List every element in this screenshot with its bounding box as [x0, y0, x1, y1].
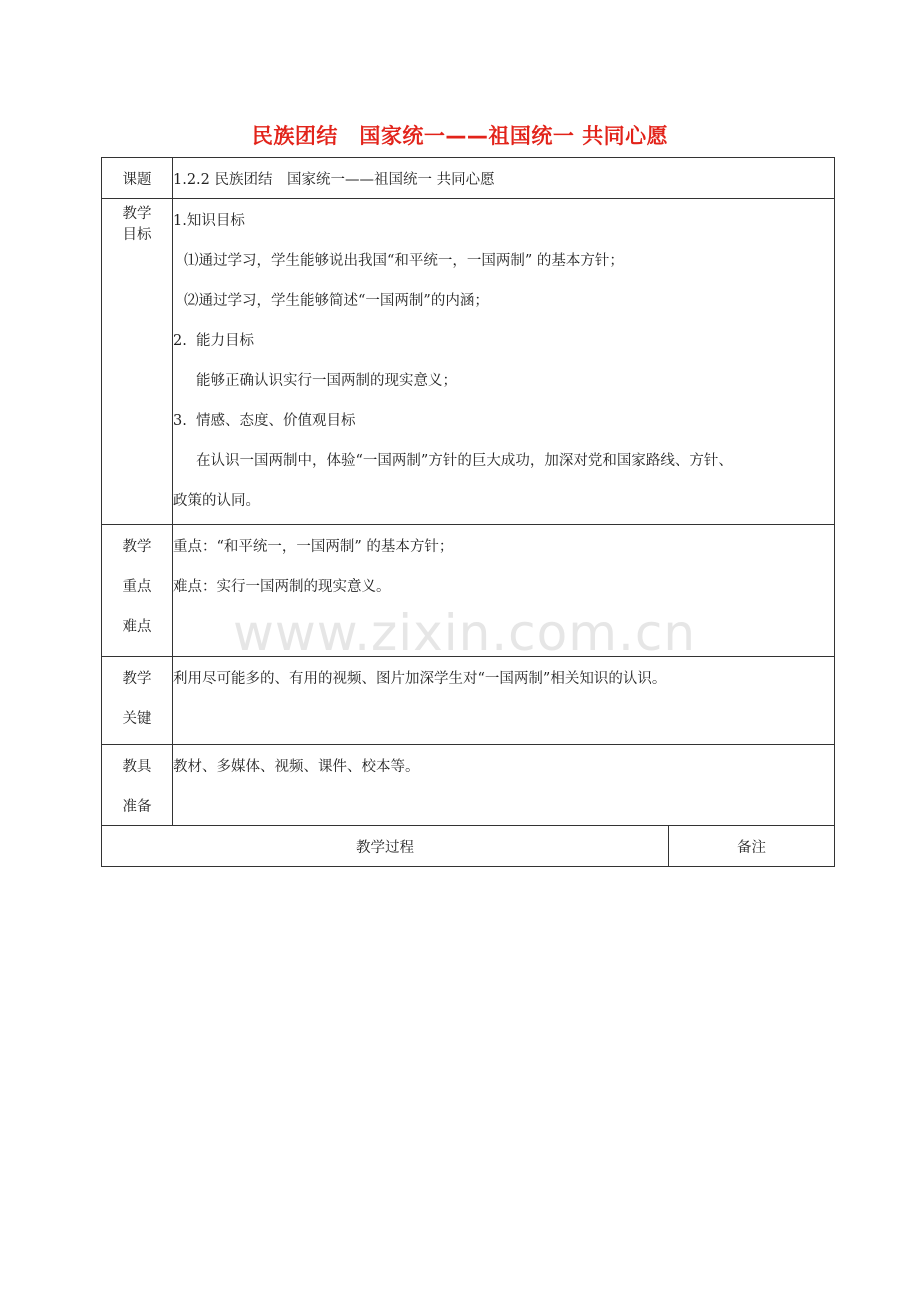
crux-label-2: 关键 [122, 711, 152, 727]
key-points-label-2: 重点 [122, 579, 152, 595]
key-points-label-cell [102, 525, 173, 657]
process-cell [102, 826, 669, 867]
ability-heading: 2. 能力目标 [173, 333, 255, 349]
row-goals [102, 199, 835, 525]
crux-content-cell [173, 657, 835, 745]
document-title: 民族团结 国家统一——祖国统一 共同心愿 [251, 124, 669, 148]
notes-cell [669, 826, 835, 867]
tools-label-2: 准备 [122, 799, 152, 815]
ability-item: 能够正确认识实行一国两制的现实意义； [196, 373, 457, 389]
goals-label-1: 教学 [122, 206, 152, 222]
knowledge-item-1: ⑴通过学习，学生能够说出我国“和平统一，一国两制” 的基本方针； [184, 253, 624, 269]
goals-label-cell [102, 199, 173, 525]
knowledge-heading: 1.知识目标 [173, 213, 245, 229]
tools-text: 教材、多媒体、视频、课件、校本等。 [173, 759, 420, 775]
topic-value: 1.2.2 民族团结 国家统一——祖国统一 共同心愿 [173, 171, 495, 188]
row-crux [102, 657, 835, 745]
row-tools [102, 745, 835, 826]
row-key-points [102, 525, 835, 657]
key-point-text: 重点：“和平统一，一国两制” 的基本方针； [173, 539, 454, 555]
topic-label-cell [102, 158, 173, 199]
watermark: www.zixin.com.cn [233, 604, 697, 662]
crux-label-cell [102, 657, 173, 745]
emotion-item-line-1: 在认识一国两制中，体验“一国两制”方针的巨大成功，加深对党和国家路线、方针、 [196, 453, 733, 469]
key-points-label-3: 难点 [122, 619, 152, 635]
crux-label-1: 教学 [122, 671, 152, 687]
emotion-item-line-2: 政策的认同。 [173, 493, 260, 509]
row-process [102, 826, 835, 867]
key-points-content-cell [173, 525, 835, 657]
knowledge-item-2: ⑵通过学习，学生能够简述“一国两制”的内涵； [184, 293, 489, 309]
crux-text: 利用尽可能多的、有用的视频、图片加深学生对“一国两制”相关知识的认识。 [173, 671, 667, 687]
tools-label-cell [102, 745, 173, 826]
lesson-plan-table [101, 157, 835, 867]
goals-content-cell [173, 199, 835, 525]
tools-content-cell [173, 745, 835, 826]
topic-label: 课题 [122, 171, 152, 188]
emotion-heading: 3. 情感、态度、价值观目标 [173, 413, 356, 429]
difficulty-text: 难点：实行一国两制的现实意义。 [173, 579, 391, 595]
process-label: 教学过程 [356, 839, 414, 856]
topic-value-cell [173, 158, 835, 199]
goals-label-2: 目标 [122, 227, 152, 243]
key-points-label-1: 教学 [122, 539, 152, 555]
notes-label: 备注 [737, 839, 766, 856]
row-topic [102, 158, 835, 199]
tools-label-1: 教具 [122, 759, 152, 775]
